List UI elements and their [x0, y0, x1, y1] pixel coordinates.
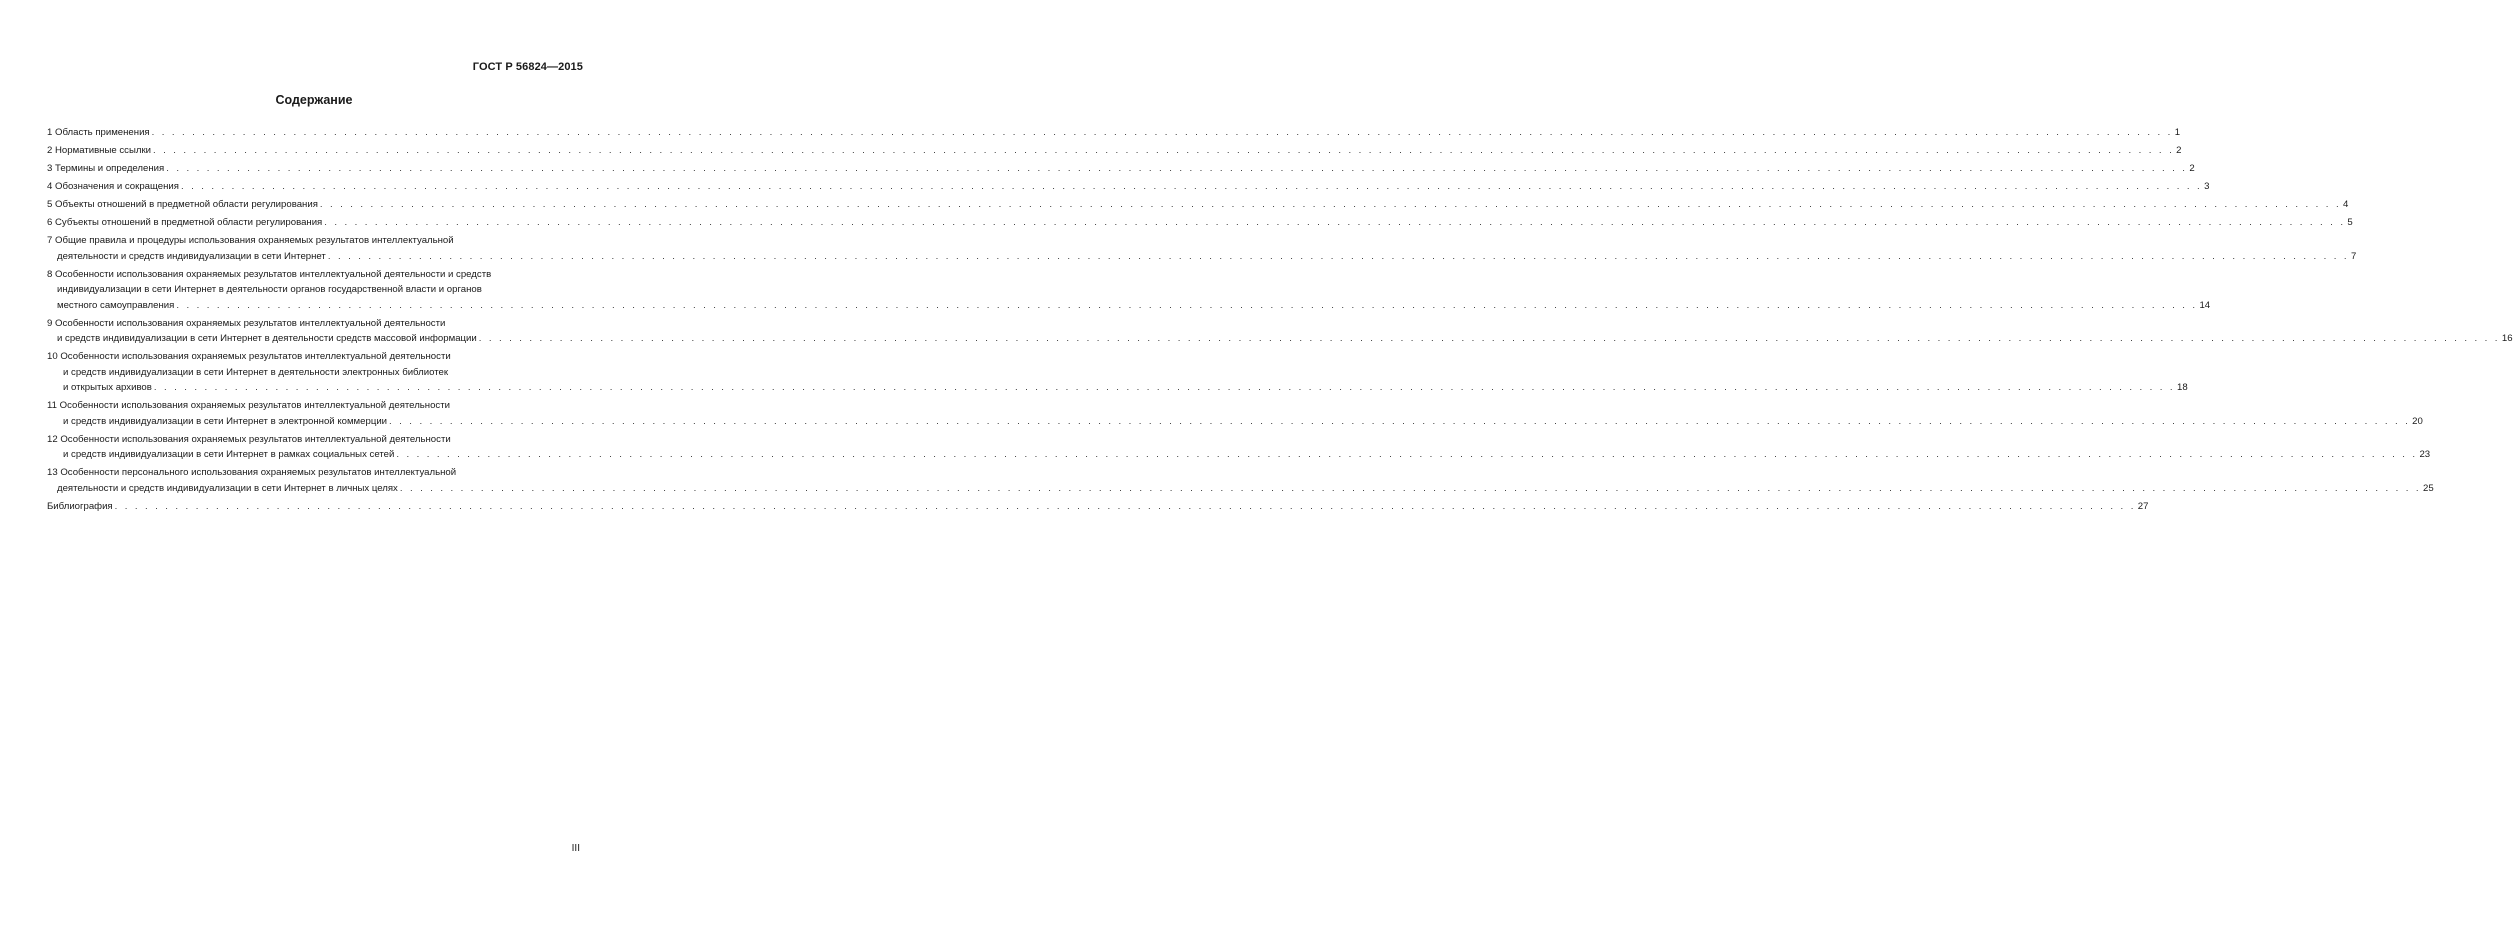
toc-page-number: 5 — [2347, 217, 2353, 228]
toc-entry-heading — [47, 233, 581, 249]
toc-leader-dots: . . . . . . . . . . . . . . . . . . . . . . . . . . . . . . . . . . . . . . . . . . . . . . . . . . . . . . . . . . . . . . . . . . . . . . . . . . . . . . . . . . . . . . . . . . . . . . . . . . . . . . . . . . . . . . . . . . . . . . . . . . . . . . . . . . . . . . . . . . . . . . . . . . . . . . . . . . . . . . . . . . . . . . . . . . . . . . . . . . . . . . . . . . . . . . . . . . . . . . . . — [153, 382, 2175, 393]
toc-entry-continuation — [47, 414, 2423, 430]
toc-entry-text: 1 Область применения — [47, 127, 150, 138]
toc-page-number: 16 — [2501, 333, 2513, 344]
toc-entry-text: индивидуализации в сети Интернет в деятельности органов государственной власти и органов — [57, 284, 482, 295]
toc-entry-text: 6 Субъекты отношений в предметной области регулирования — [47, 217, 323, 228]
toc-entry-heading — [47, 125, 2181, 141]
toc-page-number: 4 — [2343, 199, 2349, 210]
toc-leader-dots: . . . . . . . . . . . . . . . . . . . . . . . . . . . . . . . . . . . . . . . . . . . . . . . . . . . . . . . . . . . . . . . . . . . . . . . . . . . . . . . . . . . . . . . . . . . . . . . . . . . . . . . . . . . . . . . . . . . . . . . . . . . . . . . . . . . . . . . . . . . . . . . . . . . . . . . . . . . . . . . . . . . . . . . . . . . . . . . . . . . . . . . . . . . . . . . . . . . . . . . . — [478, 333, 2500, 344]
toc-entry-text: 9 Особенности использования охраняемых результатов интеллектуальной деятельности — [47, 317, 446, 329]
toc-page-number: 20 — [2412, 415, 2423, 427]
toc-leader-dots: . . . . . . . . . . . . . . . . . . . . . . . . . . . . . . . . . . . . . . . . . . . . . . . . . . . . . . . . . . . . . . . . . . . . . . . . . . . . . . . . . . . . . . . . . . . . . . . . . . . . . . . . . . . . . . . . . . . . . . . . . . . . . . . . . . . . . . . . . . . . . . . . . . . . . . . . . . . . . . . . . . . . . . . . . . . . . . . . . . . . . . . . . . . . . . . . . . . . . . . . — [396, 449, 2418, 460]
toc-leader-dots: . . . . . . . . . . . . . . . . . . . . . . . . . . . . . . . . . . . . . . . . . . . . . . . . . . . . . . . . . . . . . . . . . . . . . . . . . . . . . . . . . . . . . . . . . . . . . . . . . . . . . . . . . . . . . . . . . . . . . . . . . . . . . . . . . . . . . . . . . . . . . . . . . . . . . . . . . . . . . . . . . . . . . . . . . . . . . . . . . . . . . . . . . . . . . . . . . . . . . . . . — [114, 500, 2136, 512]
toc-leader-dots: . . . . . . . . . . . . . . . . . . . . . . . . . . . . . . . . . . . . . . . . . . . . . . . . . . . . . . . . . . . . . . . . . . . . . . . . . . . . . . . . . . . . . . . . . . . . . . . . . . . . . . . . . . . . . . . . . . . . . . . . . . . . . . . . . . . . . . . . . . . . . . . . . . . . . . . . . . . . . . . . . . . . . . . . . . . . . . . . . . . . . . . . . . . . . . . . . . . . . . . . — [324, 217, 2346, 228]
toc-entry-continuation — [47, 380, 2188, 396]
toc-page-number: 1 — [2174, 127, 2181, 138]
toc-entry[interactable] — [47, 432, 2431, 463]
toc-entry-text: местного самоуправления — [57, 299, 175, 311]
toc-page-number: 14 — [2199, 299, 2211, 311]
toc-entry[interactable] — [47, 197, 2349, 213]
toc-entry-text: 13 Особенности персонального использования охраняемых результатов интеллектуальной — [47, 467, 457, 478]
toc-leader-dots: . . . . . . . . . . . . . . . . . . . . . . . . . . . . . . . . . . . . . . . . . . . . . . . . . . . . . . . . . . . . . . . . . . . . . . . . . . . . . . . . . . . . . . . . . . . . . . . . . . . . . . . . . . . . . . . . . . . . . . . . . . . . . . . . . . . . . . . . . . . . . . . . . . . . . . . . . . . . . . . . . . . . . . . . . . . . . . . . . . . . . . . . . . . . . . . . . . . . . . . . — [151, 127, 2173, 138]
toc-entry-text: 12 Особенности использования охраняемых результатов интеллектуальной деятельности — [47, 433, 451, 445]
toc-entry-heading — [47, 398, 581, 414]
toc-leader-dots: . . . . . . . . . . . . . . . . . . . . . . . . . . . . . . . . . . . . . . . . . . . . . . . . . . . . . . . . . . . . . . . . . . . . . . . . . . . . . . . . . . . . . . . . . . . . . . . . . . . . . . . . . . . . . . . . . . . . . . . . . . . . . . . . . . . . . . . . . . . . . . . . . . . . . . . . . . . . . . . . . . . . . . . . . . . . . . . . . . . . . . . . . . . . . . . . . . . . . . . . — [176, 299, 2198, 311]
toc-entry-text: 10 Особенности использования охраняемых результатов интеллектуальной деятельности — [47, 351, 451, 362]
toc-entry-text: 4 Обозначения и сокращения — [47, 181, 179, 192]
toc-entry-heading — [47, 267, 581, 283]
toc-page-number: 27 — [2137, 500, 2149, 512]
toc-entry-continuation — [47, 365, 581, 381]
toc-entry-text: 11 Особенности использования охраняемых результатов интеллектуальной деятельности — [47, 400, 450, 411]
toc-entry[interactable] — [47, 125, 2181, 141]
toc-page-number: 3 — [2204, 181, 2210, 192]
toc-entry-text: 8 Особенности использования охраняемых результатов интеллектуальной деятельности и средств — [47, 268, 492, 280]
toc-page-number: 23 — [2419, 449, 2431, 460]
toc-leader-dots: . . . . . . . . . . . . . . . . . . . . . . . . . . . . . . . . . . . . . . . . . . . . . . . . . . . . . . . . . . . . . . . . . . . . . . . . . . . . . . . . . . . . . . . . . . . . . . . . . . . . . . . . . . . . . . . . . . . . . . . . . . . . . . . . . . . . . . . . . . . . . . . . . . . . . . . . . . . . . . . . . . . . . . . . . . . . . . . . . . . . . . . . . . . . . . . . . . . . . . . . — [399, 482, 2421, 494]
toc-entry[interactable] — [47, 161, 2195, 177]
toc-entry[interactable] — [47, 465, 2434, 496]
toc-entry[interactable] — [47, 398, 2423, 429]
toc-entry-continuation — [47, 249, 2357, 265]
toc-leader-dots: . . . . . . . . . . . . . . . . . . . . . . . . . . . . . . . . . . . . . . . . . . . . . . . . . . . . . . . . . . . . . . . . . . . . . . . . . . . . . . . . . . . . . . . . . . . . . . . . . . . . . . . . . . . . . . . . . . . . . . . . . . . . . . . . . . . . . . . . . . . . . . . . . . . . . . . . . . . . . . . . . . . . . . . . . . . . . . . . . . . . . . . . . . . . . . . . . . . . . . . . — [389, 415, 2411, 427]
toc-entry-heading — [47, 179, 2210, 195]
toc-leader-dots: . . . . . . . . . . . . . . . . . . . . . . . . . . . . . . . . . . . . . . . . . . . . . . . . . . . . . . . . . . . . . . . . . . . . . . . . . . . . . . . . . . . . . . . . . . . . . . . . . . . . . . . . . . . . . . . . . . . . . . . . . . . . . . . . . . . . . . . . . . . . . . . . . . . . . . . . . . . . . . . . . . . . . . . . . . . . . . . . . . . . . . . . . . . . . . . . . . . . . . . . — [166, 163, 2188, 174]
toc-entry-text: и открытых архивов — [63, 382, 152, 393]
toc-leader-dots: . . . . . . . . . . . . . . . . . . . . . . . . . . . . . . . . . . . . . . . . . . . . . . . . . . . . . . . . . . . . . . . . . . . . . . . . . . . . . . . . . . . . . . . . . . . . . . . . . . . . . . . . . . . . . . . . . . . . . . . . . . . . . . . . . . . . . . . . . . . . . . . . . . . . . . . . . . . . . . . . . . . . . . . . . . . . . . . . . . . . . . . . . . . . . . . . . . . . . . . . — [153, 145, 2175, 156]
toc-entry-text: деятельности и средств индивидуализации в сети Интернет — [57, 250, 326, 262]
toc-entry-heading — [47, 161, 2195, 177]
toc-entry-heading — [47, 349, 581, 365]
toc-entry-text: 3 Термины и определения — [47, 163, 165, 174]
toc-entry-text: деятельности и средств индивидуализации в сети Интернет в личных целях — [57, 482, 398, 494]
toc-entry-heading — [47, 197, 2349, 213]
table-of-contents — [47, 125, 2513, 517]
toc-page-number: 25 — [2422, 482, 2434, 494]
toc-entry-text: и средств индивидуализации в сети Интернет в рамках социальных сетей — [63, 449, 395, 460]
toc-page-number: 2 — [2189, 163, 2195, 174]
toc-entry-heading — [47, 143, 2182, 159]
toc-entry[interactable] — [47, 499, 2149, 515]
toc-entry-text: 7 Общие правила и процедуры использования охраняемых результатов интеллектуальной — [47, 235, 454, 246]
toc-entry-text: Библиография — [47, 500, 113, 512]
toc-entry-heading — [47, 499, 2149, 515]
toc-entry-heading — [47, 316, 581, 332]
toc-entry-continuation — [47, 447, 2431, 463]
toc-entry-continuation — [47, 282, 581, 298]
toc-entry-text: 5 Объекты отношений в предметной области регулирования — [47, 199, 318, 210]
toc-entry-heading — [47, 432, 581, 448]
toc-entry-text: и средств индивидуализации в сети Интернет в электронной коммерции — [63, 415, 388, 427]
toc-entry-heading — [47, 215, 2353, 231]
toc-entry-text: и средств индивидуализации в сети Интернет в деятельности средств массовой информации — [57, 333, 477, 344]
toc-entry-continuation — [47, 481, 2434, 497]
document-code: ГОСТ Р 56824—2015 — [472, 61, 583, 73]
page-number: III — [571, 843, 580, 854]
toc-entry[interactable] — [47, 143, 2182, 159]
toc-entry[interactable] — [47, 349, 2188, 396]
toc-leader-dots: . . . . . . . . . . . . . . . . . . . . . . . . . . . . . . . . . . . . . . . . . . . . . . . . . . . . . . . . . . . . . . . . . . . . . . . . . . . . . . . . . . . . . . . . . . . . . . . . . . . . . . . . . . . . . . . . . . . . . . . . . . . . . . . . . . . . . . . . . . . . . . . . . . . . . . . . . . . . . . . . . . . . . . . . . . . . . . . . . . . . . . . . . . . . . . . . . . . . . . . . — [319, 199, 2342, 210]
toc-entry[interactable] — [47, 215, 2353, 231]
toc-leader-dots: . . . . . . . . . . . . . . . . . . . . . . . . . . . . . . . . . . . . . . . . . . . . . . . . . . . . . . . . . . . . . . . . . . . . . . . . . . . . . . . . . . . . . . . . . . . . . . . . . . . . . . . . . . . . . . . . . . . . . . . . . . . . . . . . . . . . . . . . . . . . . . . . . . . . . . . . . . . . . . . . . . . . . . . . . . . . . . . . . . . . . . . . . . . . . . . . . . . . . . . . — [180, 181, 2203, 192]
toc-page-number: 7 — [2350, 250, 2357, 262]
toc-entry[interactable] — [47, 316, 2513, 347]
toc-page-number: 18 — [2177, 382, 2188, 393]
toc-leader-dots: . . . . . . . . . . . . . . . . . . . . . . . . . . . . . . . . . . . . . . . . . . . . . . . . . . . . . . . . . . . . . . . . . . . . . . . . . . . . . . . . . . . . . . . . . . . . . . . . . . . . . . . . . . . . . . . . . . . . . . . . . . . . . . . . . . . . . . . . . . . . . . . . . . . . . . . . . . . . . . . . . . . . . . . . . . . . . . . . . . . . . . . . . . . . . . . . . . . . . . . . — [327, 250, 2349, 262]
toc-entry-text: 2 Нормативные ссылки — [47, 145, 152, 156]
toc-entry-text: и средств индивидуализации в сети Интернет в деятельности электронных библиотек — [63, 366, 449, 378]
toc-entry-continuation — [47, 298, 2211, 314]
toc-entry-heading — [47, 465, 581, 481]
toc-page-number: 2 — [2176, 145, 2182, 156]
toc-entry[interactable] — [47, 179, 2210, 195]
toc-entry[interactable] — [47, 267, 2211, 314]
toc-title: Содержание — [275, 93, 353, 107]
toc-entry[interactable] — [47, 233, 2357, 264]
toc-entry-continuation — [47, 331, 2513, 347]
